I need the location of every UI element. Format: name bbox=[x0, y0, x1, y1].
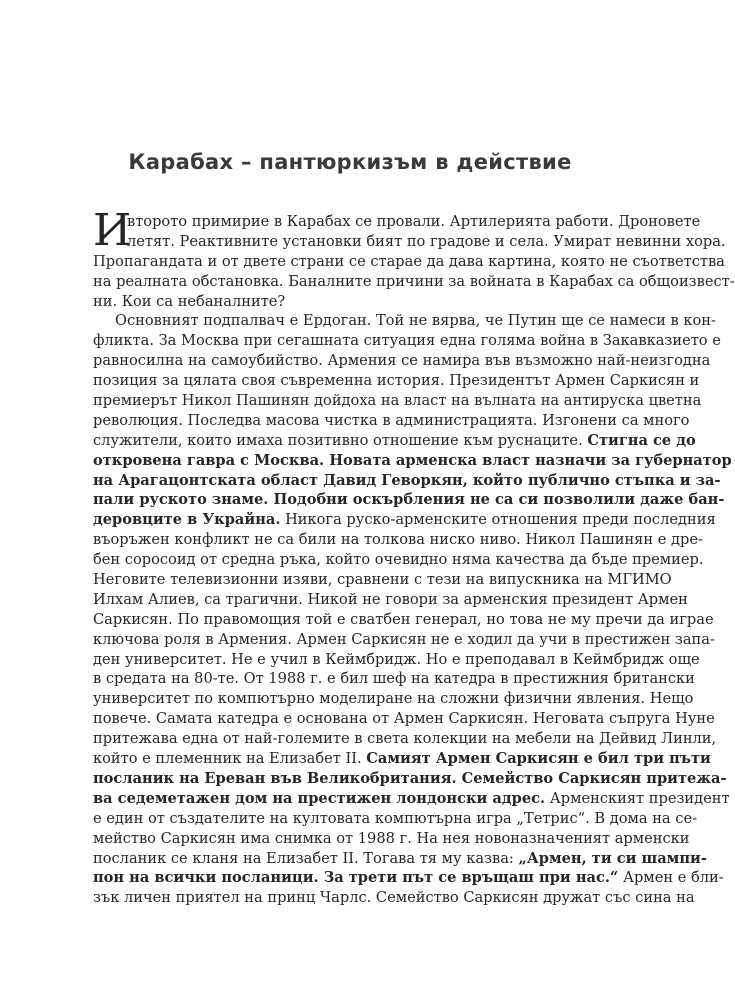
text-line: Саркисян. По правомощия той е сватбен генерал, но това не му пречи да играе bbox=[93, 610, 714, 628]
text-line bbox=[93, 471, 721, 491]
text-segment: посланик се кланя на Елизабет II. Тогава тя му казва: bbox=[93, 849, 514, 867]
text-line: зък личен приятел на принц Чарлс. Семейство Саркисян дружат със сина на bbox=[93, 889, 695, 907]
paragraph-2 bbox=[93, 311, 732, 908]
text-line: е един от създателите на култовата компютърна игра „Тетрис“. В дома на се- bbox=[93, 809, 698, 827]
text-line bbox=[93, 789, 730, 809]
text-line bbox=[93, 749, 711, 769]
text-line: на реалната обстановка. Баналните причини за войната в Карабах са общоизвест- bbox=[93, 272, 735, 290]
text-line: бен соросоид от средна ръка, който очевидно няма качества да бъде премиер. bbox=[93, 551, 704, 569]
text-line: летят. Реактивните установки бият по градове и села. Умират невинни хора. bbox=[127, 232, 726, 250]
drop-cap: И bbox=[93, 205, 132, 256]
bold-segment: посланик на Ереван във Великобритания. Семейство Саркисян притежа- bbox=[93, 769, 727, 787]
bold-segment: на Арагацонтската област Давид Геворкян, който публично стъпка и за- bbox=[93, 471, 721, 489]
text-line: университет по компютърно моделиране на сложни физични явления. Нещо bbox=[93, 690, 694, 708]
text-segment: Никога руско-арменските отношения преди последния bbox=[285, 511, 716, 529]
text-line bbox=[93, 769, 727, 789]
text-line: второто примирие в Карабах се провали. Артилерията работи. Дроновете bbox=[127, 213, 701, 230]
text-line: Неговите телевизионни изяви, сравнени с тези на випускника на МГИМО bbox=[93, 571, 672, 589]
text-line: фликта. За Москва при сегашната ситуация една голяма война в Закавказието е bbox=[93, 332, 721, 350]
bold-segment: „Армен, ти си шампи- bbox=[518, 849, 707, 867]
body-text bbox=[93, 205, 735, 908]
text-line bbox=[93, 868, 724, 888]
text-line: мейство Саркисян има снимка от 1988 г. На нея новоназначеният арменски bbox=[93, 829, 690, 847]
text-segment: служители, които имаха позитивно отношение към руснаците. bbox=[93, 431, 583, 449]
text-line: притежава една от най-големите в света колекции на мебели на Дейвид Линли, bbox=[93, 730, 717, 748]
bold-segment: ва седеметажен дом на престижен лондонски адрес. bbox=[93, 789, 546, 807]
text-line: Основният подпалвач е Ердоган. Той не вярва, че Путин ще се намеси в кон- bbox=[115, 312, 716, 330]
text-line: премиерът Никол Пашинян дойдоха на власт на вълната на антируска цветна bbox=[93, 392, 702, 410]
bold-segment: Стигна се до bbox=[587, 431, 696, 449]
text-line: революция. Последва масова чистка в администрацията. Изгонени са много bbox=[93, 411, 690, 429]
text-line: в средата на 80-те. От 1988 г. е бил шеф на катедра в престижния британски bbox=[93, 670, 695, 688]
bold-segment: деровците в Украйна. bbox=[93, 511, 281, 529]
text-line bbox=[93, 451, 732, 471]
bold-segment: Самият Армен Саркисян е бил три пъти bbox=[366, 750, 711, 768]
text-line: ключова роля в Армения. Армен Саркисян не е ходил да учи в престижен запа- bbox=[93, 630, 715, 648]
text-line bbox=[93, 431, 696, 451]
bold-segment: пон на всички посланици. За трети път се връщаш при нас.“ bbox=[93, 869, 619, 887]
text-segment: Армен е бли- bbox=[622, 869, 724, 887]
text-line: повече. Самата катедра е основана от Армен Саркисян. Неговата съпруга Нуне bbox=[93, 710, 715, 728]
text-line: ден университет. Не е учил в Кеймбридж. Но е преподавал в Кеймбридж още bbox=[93, 650, 700, 668]
text-line: Пропагандата и от двете страни се старае да дава картина, която не съответства bbox=[93, 252, 725, 270]
bold-segment: пали руското знаме. Подобни оскърбления не са си позволили даже бан- bbox=[93, 491, 725, 509]
text-line bbox=[93, 849, 707, 869]
paragraph-1 bbox=[93, 205, 735, 311]
text-line: ни. Кои са небаналните? bbox=[93, 292, 286, 310]
text-line: Илхам Алиев, са трагични. Никой не говори за арменския президент Армен bbox=[93, 590, 688, 608]
text-line: въоръжен конфликт не са били на толкова ниско ниво. Никол Пашинян е дре- bbox=[93, 531, 703, 549]
text-segment: Арменският президент bbox=[549, 789, 730, 807]
chapter-title: Карабах – пантюркизъм в действие bbox=[128, 150, 572, 174]
text-segment: който е племенник на Елизабет II. bbox=[93, 750, 362, 768]
bold-segment: откровена гавра с Москва. Новата арменска власт назначи за губернатор bbox=[93, 451, 732, 469]
text-line bbox=[93, 490, 725, 510]
text-line: позиция за цялата своя съвременна история. Президентът Армен Саркисян и bbox=[93, 372, 700, 390]
text-line bbox=[93, 510, 716, 530]
text-line: равносилна на самоубийство. Армения се намира във възможно най-неизгодна bbox=[93, 352, 711, 370]
